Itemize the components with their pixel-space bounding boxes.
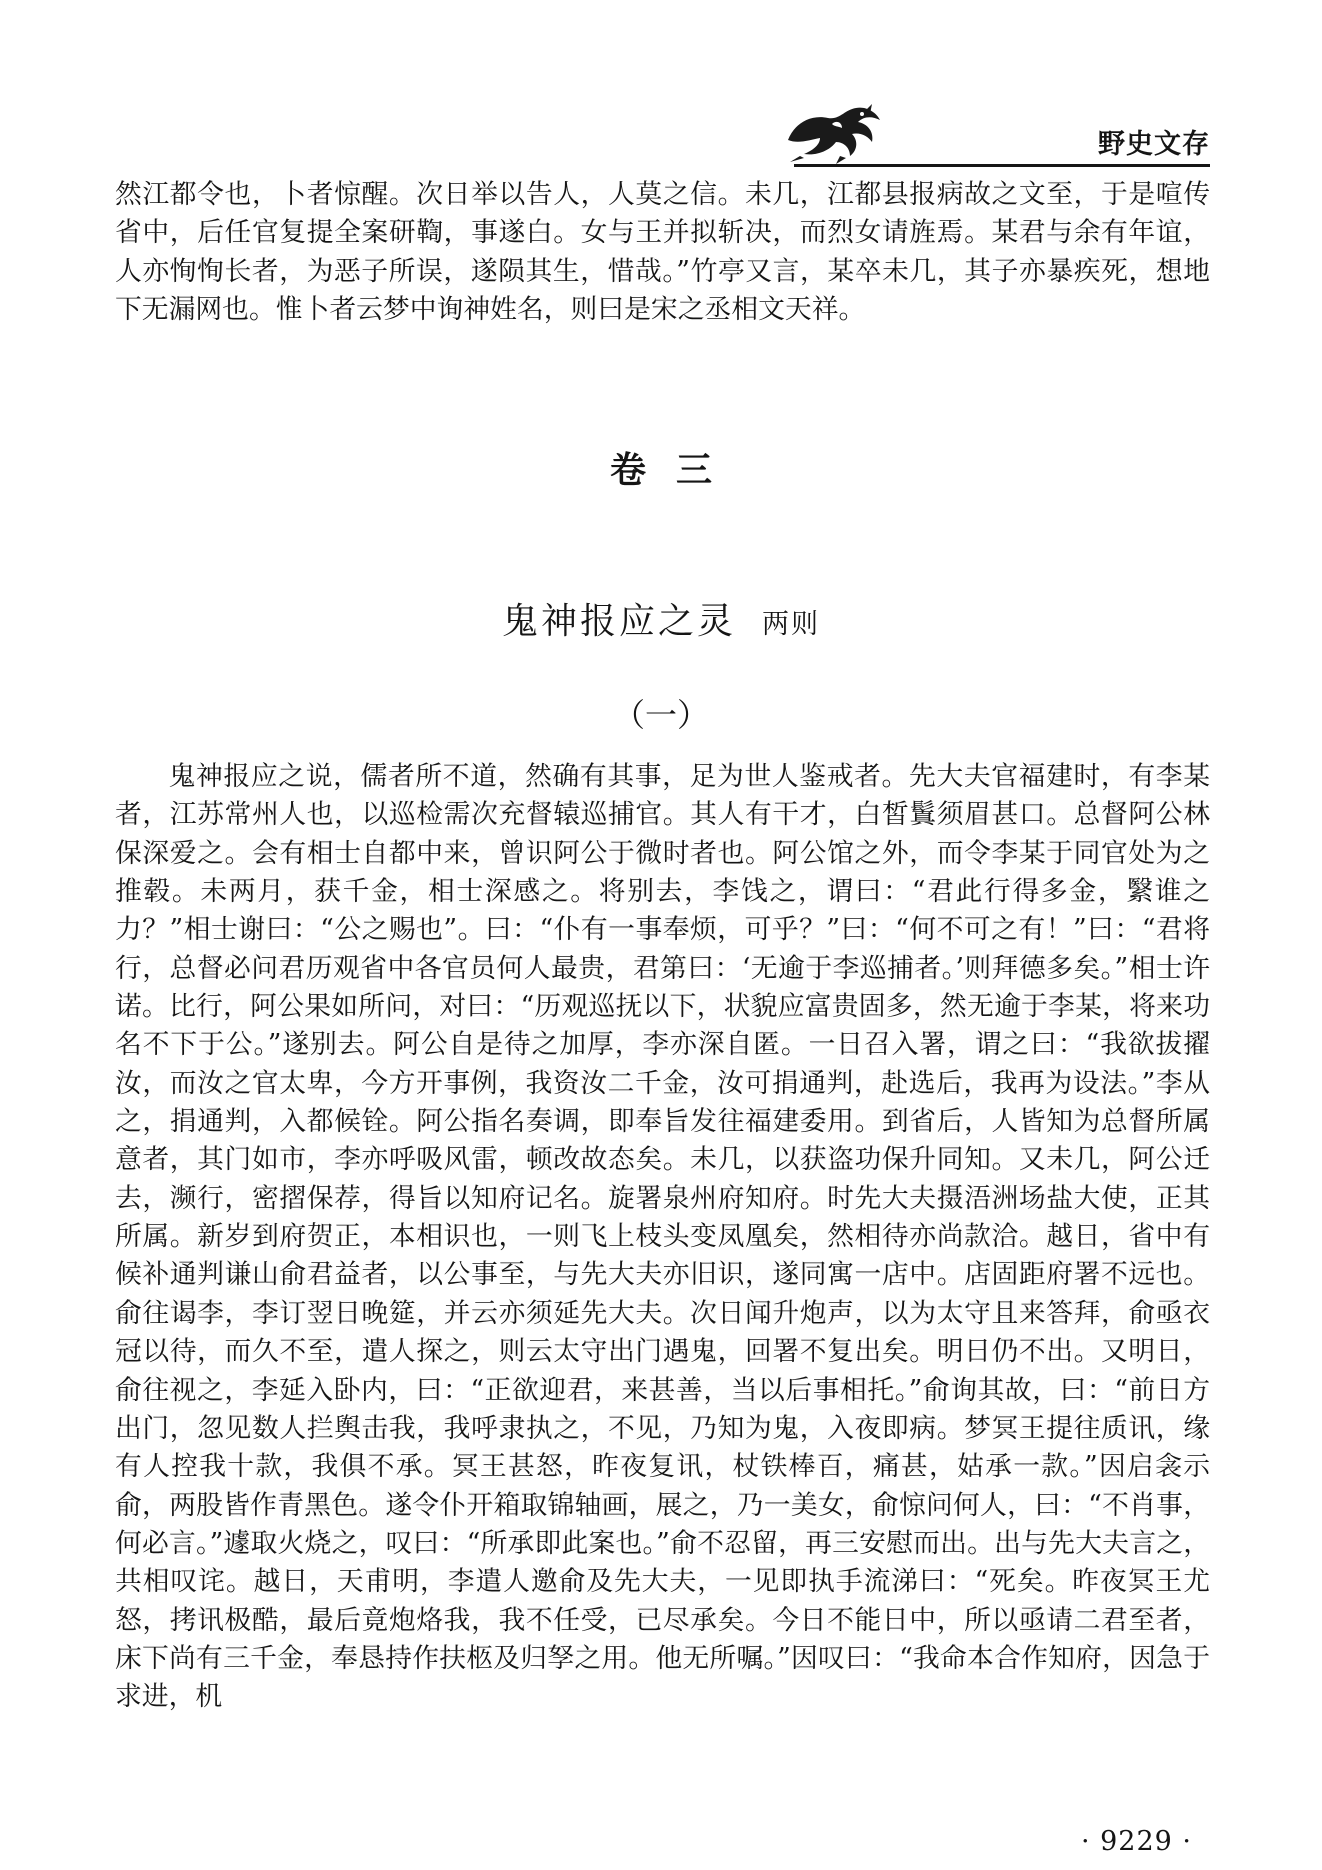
paragraph: 鬼神报应之说，儒者所不道，然确有其事，足为世人鉴戒者。先大夫官福建时，有李某者，江苏常州人也，以巡检需次充督辕巡捕官。其人有干才，白皙鬒须眉甚口。总督阿公林保深爱之。会有相士自都中来，曾识阿公于微时者也。阿公馆之外，而令李某于同官处为之推毂。未两月，获千金，相士深感之。将别去，李饯之，谓曰：“君此行得多金，繄谁之力？”相士谢曰：“公之赐也”。曰：“仆有一事奉烦，可乎？”曰：“何不可之有！”曰：“君将行，总督必问君历观省中各官员何人最贵，君第曰：‘无逾于李巡捕者。’则拜德多矣。”相士许诺。比行，阿公果如所问，对曰：“历观巡抚以下，状貌应富贵固多，然无逾于李某，将来功名不下于公。”遂别去。阿公自是待之加厚，李亦深自匿。一日召入署，谓之曰：“我欲拔擢汝，而汝之官太卑，今方开事例，我资汝二千金，汝可捐通判，赴选后，我再为设法。”李从之，捐通判，入都候铨。阿公指名奏调，即奉旨发往福建委用。到省后，人皆知为总督所属意者，其门如市，李亦呼吸风雷，顿改故态矣。未几，以获盗功保升同知。又未几，阿公迁去，濒行，密摺保荐，得旨以知府记名。旋署泉州府知府。时先大夫摄浯洲场盐大使，正其所属。新岁到府贺正，本相识也，一则飞上枝头变凤凰矣，然相待亦尚款洽。越日，省中有候补通判谦山俞君益者，以公事至，与先大夫亦旧识，遂同寓一店中。店固距府署不远也。俞往谒李，李订翌日晚筵，并云亦须延先大夫。次日闻升炮声，以为太守且来答拜，俞亟衣冠以待，而久不至，遣人探之，则云太守出门遇鬼，回署不复出矣。明日仍不出。又明日，俞往视之，李延入卧内，曰：“正欲迎君，来甚善，当以后事相托。”俞询其故，曰：“前日方出门，忽见数人拦舆击我，我呼隶执之，不见，乃知为鬼，入夜即病。梦冥王提往质讯，缘有人控我十款，我俱不承。冥王甚怒，昨夜复讯，杖铁棒百，痛甚，姑承一款。”因启衾示俞，两股皆作青黑色。遂令仆开箱取锦轴画，展之，乃一美女，俞惊问何人，曰：“不肖事，何必言。”遽取火烧之，叹曰：“所承即此案也。”俞不忍留，再三安慰而出。出与先大夫言之，共相叹诧。越日，天甫明，李遣人邀俞及先大夫，一见即执手流涕曰：“死矣。昨夜冥王尤怒，拷讯极酷，最后竟炮烙我，我不任受，已尽承矣。今日不能日中，所以亟请二君至者，床下尚有三千金，奉恳持作扶柩及归孥之用。他无所嘱。”因叹曰：“我命本合作知府，因急于求进，机 <box>115 761 1210 1713</box>
dragon-emblem-icon <box>780 100 890 166</box>
header-rule <box>794 164 1210 167</box>
chapter-count: 两则 <box>762 609 820 640</box>
series-name: 野史文存 <box>1098 129 1210 160</box>
main-text <box>115 758 1210 1717</box>
volume-title: 卷三 <box>609 450 742 491</box>
continued-text <box>115 176 1210 329</box>
paragraph: 然江都令也，卜者惊醒。次日举以告人，人莫之信。未几，江都县报病故之文至，于是喧传省中，后任官复提全案研鞫，事遂白。女与王并拟斩决，而烈女请旌焉。某君与余有年谊，人亦恂恂长者，为恶子所误，遂陨其生，惜哉。”竹亭又言，某卒未几，其子亦暴疾死，想地下无漏网也。惟卜者云梦中询神姓名，则曰是宋之丞相文天祥。 <box>115 179 1210 326</box>
section-number: （一） <box>612 696 709 734</box>
chapter-title: 鬼神报应之灵 <box>501 601 736 642</box>
chapter-heading <box>0 593 1322 644</box>
page-number: · 9229 · <box>1080 1826 1192 1857</box>
running-header <box>780 100 1210 170</box>
